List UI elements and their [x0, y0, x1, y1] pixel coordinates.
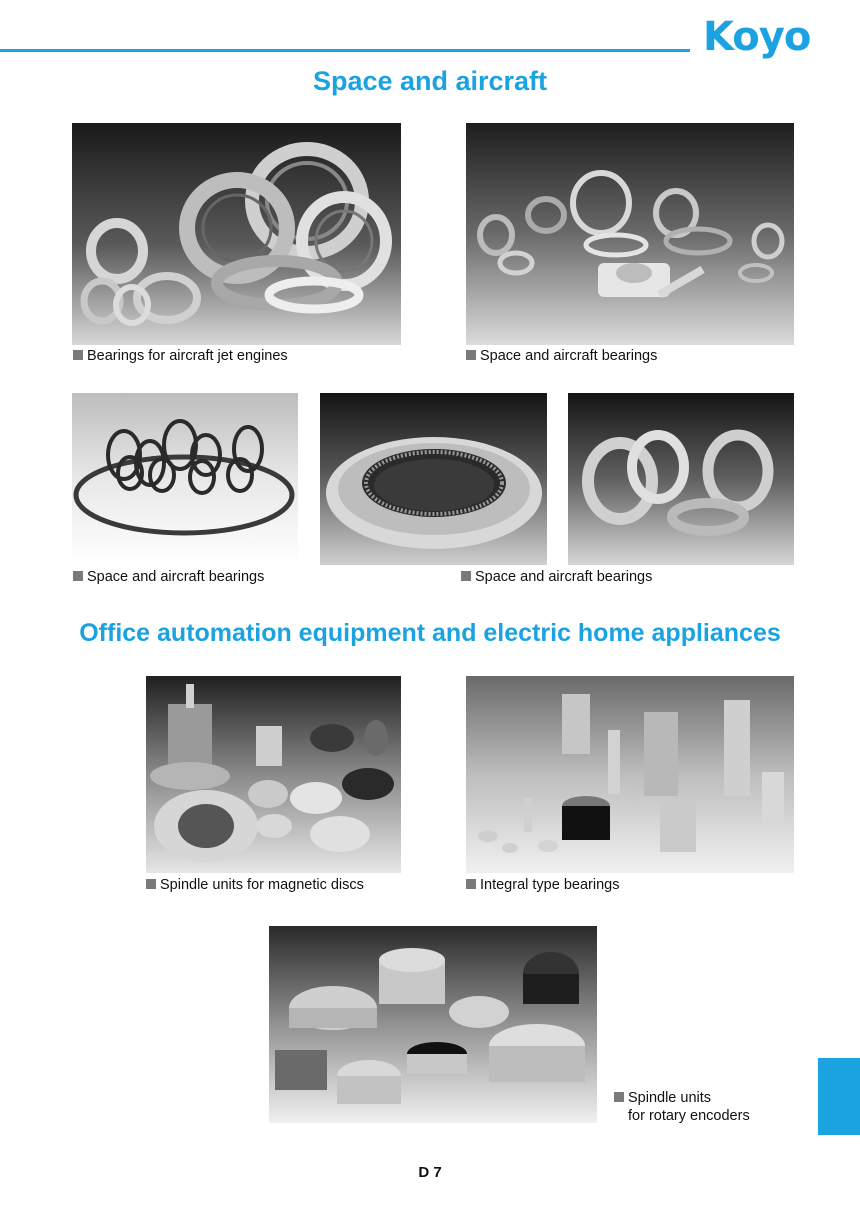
photo-spindle-units-rotary-encoders [269, 926, 597, 1123]
header-rule [0, 49, 690, 52]
page-number: D 7 [418, 1164, 442, 1181]
caption-spindle-units-magnetic-discs: Spindle units for magnetic discs [146, 877, 364, 893]
caption-space-aircraft-bearings-3: Space and aircraft bearings [461, 569, 652, 585]
bullet-square-icon [466, 350, 476, 360]
section-title-space-aircraft: Space and aircraft [312, 66, 548, 96]
photo-thin-section-bearings [72, 393, 298, 565]
photo-spindle-units-magnetic-discs [146, 676, 401, 873]
section-title-office-automation: Office automation equipment and electric home appliances [79, 619, 781, 647]
photo-space-aircraft-bearings-1 [466, 123, 794, 345]
caption-space-aircraft-bearings-2: Space and aircraft bearings [73, 569, 264, 585]
bullet-square-icon [466, 879, 476, 889]
bullet-square-icon [73, 350, 83, 360]
caption-space-aircraft-bearings-1: Space and aircraft bearings [466, 348, 657, 364]
photo-gear-ring-bearing [320, 393, 547, 565]
photo-deep-groove-bearings [568, 393, 794, 565]
caption-jet-engine-bearings: Bearings for aircraft jet engines [73, 348, 288, 364]
caption-integral-type-bearings: Integral type bearings [466, 877, 619, 893]
photo-jet-engine-bearings [72, 123, 401, 345]
photo-integral-type-bearings [466, 676, 794, 873]
bullet-square-icon [73, 571, 83, 581]
koyo-logo: Koyo [703, 14, 811, 60]
bullet-square-icon [614, 1092, 624, 1102]
section-tab-marker [818, 1058, 860, 1135]
caption-spindle-units-rotary-encoders: Spindle units for rotary encoders [614, 1089, 750, 1125]
bullet-square-icon [146, 879, 156, 889]
bullet-square-icon [461, 571, 471, 581]
